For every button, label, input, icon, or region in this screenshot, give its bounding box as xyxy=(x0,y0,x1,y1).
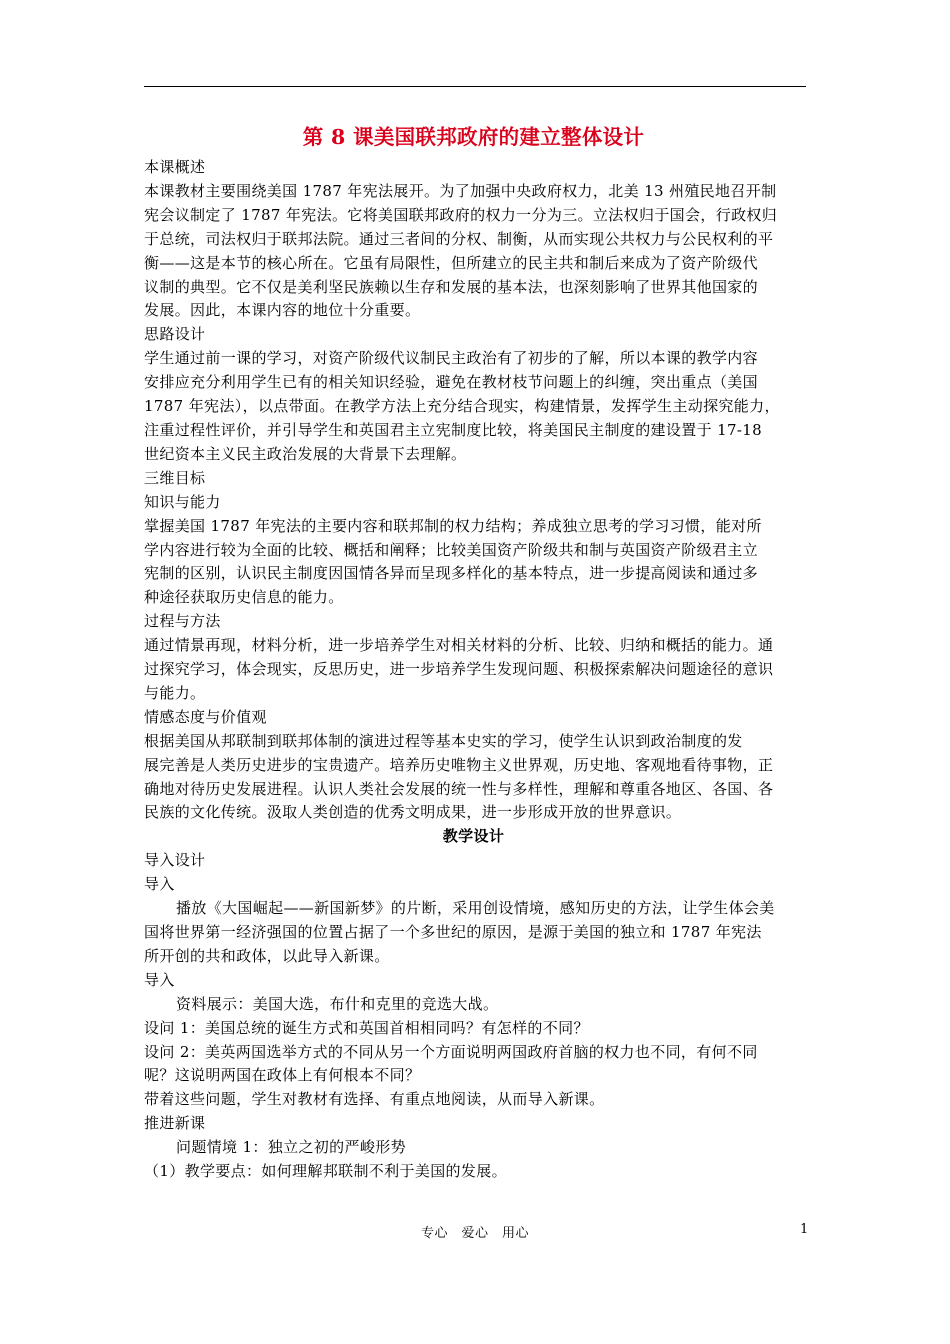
paragraph-line: 根据美国从邦联制到联邦体制的演进过程等基本史实的学习，使学生认识到政治制度的发 xyxy=(144,731,743,750)
paragraph-line: 设问 1：美国总统的诞生方式和英国首相相同吗？有怎样的不同？ xyxy=(144,1018,589,1037)
paragraph-line: 所开创的共和政体，以此导入新课。 xyxy=(144,946,390,965)
paragraph-line: 展完善是人类历史进步的宝贵遗产。培养历史唯物主义世界观，历史地、客观地看待事物，正 xyxy=(144,755,774,774)
paragraph-line: 设问 2：美英两国选举方式的不同从另一个方面说明两国政府首脑的权力也不同，有何不同 xyxy=(144,1042,758,1061)
paragraph-line: 国将世界第一经济强国的位置占据了一个多世纪的原因，是源于美国的独立和 1787 年宪法 xyxy=(144,923,762,941)
paragraph-line: 民族的文化传统。汲取人类创造的优秀文明成果，进一步形成开放的世界意识。 xyxy=(144,803,682,822)
paragraph-line: 与能力。 xyxy=(144,683,206,702)
heading-process-method: 过程与方法 xyxy=(144,612,221,631)
paragraph-line: 播放《大国崛起——新国新梦》的片断，采用创设情境，感知历史的方法，让学生体会美 xyxy=(176,899,775,918)
paragraph-line: 种途径获取历史信息的能力。 xyxy=(144,588,344,607)
paragraph-line: 带着这些问题，学生对教材有选择、有重点地阅读，从而导入新课。 xyxy=(144,1090,605,1109)
paragraph-line: 资料展示：美国大选，布什和克里的竞选大战。 xyxy=(176,994,499,1013)
paragraph-line: 宪会议制定了 1787 年宪法。它将美国联邦政府的权力一分为三。立法权归于国会，行政权归 xyxy=(144,205,778,224)
paragraph-line: 问题情境 1：独立之初的严峻形势 xyxy=(176,1138,406,1157)
paragraph-line: （1）教学要点：如何理解邦联制不利于美国的发展。 xyxy=(144,1162,507,1181)
paragraph-line: 发展。因此，本课内容的地位十分重要。 xyxy=(144,301,421,320)
paragraph-line: 过探究学习，体会现实，反思历史，进一步培养学生发现问题、积极探索解决问题途径的意识 xyxy=(144,660,774,679)
page-number: 1 xyxy=(800,1222,809,1237)
heading-overview: 本课概述 xyxy=(144,158,206,176)
paragraph-line: 通过情景再现，材料分析，进一步培养学生对相关材料的分析、比较、归纳和概括的能力。通 xyxy=(144,636,774,655)
document-body xyxy=(144,118,809,1184)
heading-attitude-values: 情感态度与价值观 xyxy=(144,707,267,726)
heading-intro: 导入 xyxy=(144,970,175,989)
paragraph-line: 世纪资本主义民主政治发展的大背景下去理解。 xyxy=(144,444,467,463)
heading-intro-design: 导入设计 xyxy=(144,851,206,870)
heading-knowledge-ability: 知识与能力 xyxy=(144,492,221,511)
paragraph-line: 宪制的区别，认识民主制度因国情各异而呈现多样化的基本特点，进一步提高阅读和通过多 xyxy=(144,564,759,583)
heading-new-lesson: 推进新课 xyxy=(144,1114,206,1133)
paragraph-line: 确地对待历史发展进程。认识人类社会发展的统一性与多样性，理解和尊重各地区、各国、各 xyxy=(144,779,774,798)
footer-motto: 专心 爱心 用心 xyxy=(420,1226,529,1241)
heading-three-goals: 三维目标 xyxy=(144,468,206,487)
header-rule xyxy=(144,86,806,87)
paragraph-line: 注重过程性评价，并引导学生和英国君主立宪制度比较，将美国民主制度的建设置于 17-18 xyxy=(144,420,763,439)
paragraph-line: 衡——这是本节的核心所在。它虽有局限性，但所建立的民主共和制后来成为了资产阶级代 xyxy=(144,253,759,272)
heading-design-idea: 思路设计 xyxy=(144,325,206,344)
paragraph-line: 呢？这说明两国在政体上有何根本不同？ xyxy=(144,1066,421,1085)
heading-intro: 导入 xyxy=(144,875,175,894)
paragraph-line: 本课教材主要围绕美国 1787 年宪法展开。为了加强中央政府权力，北美 13 州殖民地召开制 xyxy=(144,181,777,200)
page-footer xyxy=(0,1222,950,1246)
paragraph-line: 掌握美国 1787 年宪法的主要内容和联邦制的权力结构；养成独立思考的学习习惯，能对所 xyxy=(144,516,762,535)
heading-teaching-design: 教学设计 xyxy=(442,827,505,846)
paragraph-line: 议制的典型。它不仅是美利坚民族赖以生存和发展的基本法，也深刻影响了世界其他国家的 xyxy=(144,277,759,296)
paragraph-line: 安排应充分利用学生已有的相关知识经验，避免在教材枝节问题上的纠缠，突出重点（美国 xyxy=(144,373,759,392)
paragraph-line: 学生通过前一课的学习，对资产阶级代议制民主政治有了初步的了解，所以本课的教学内容 xyxy=(144,349,759,368)
paragraph-line: 1787 年宪法），以点带面。在教学方法上充分结合现实，构建情景，发挥学生主动探究能力， xyxy=(144,397,780,416)
document-title: 第 8 课美国联邦政府的建立整体设计 xyxy=(302,125,645,149)
paragraph-line: 于总统，司法权归于联邦法院。通过三者间的分权、制衡，从而实现公共权力与公民权利的平 xyxy=(144,229,774,248)
paragraph-line: 学内容进行较为全面的比较、概括和阐释；比较美国资产阶级共和制与英国资产阶级君主立 xyxy=(144,540,759,559)
